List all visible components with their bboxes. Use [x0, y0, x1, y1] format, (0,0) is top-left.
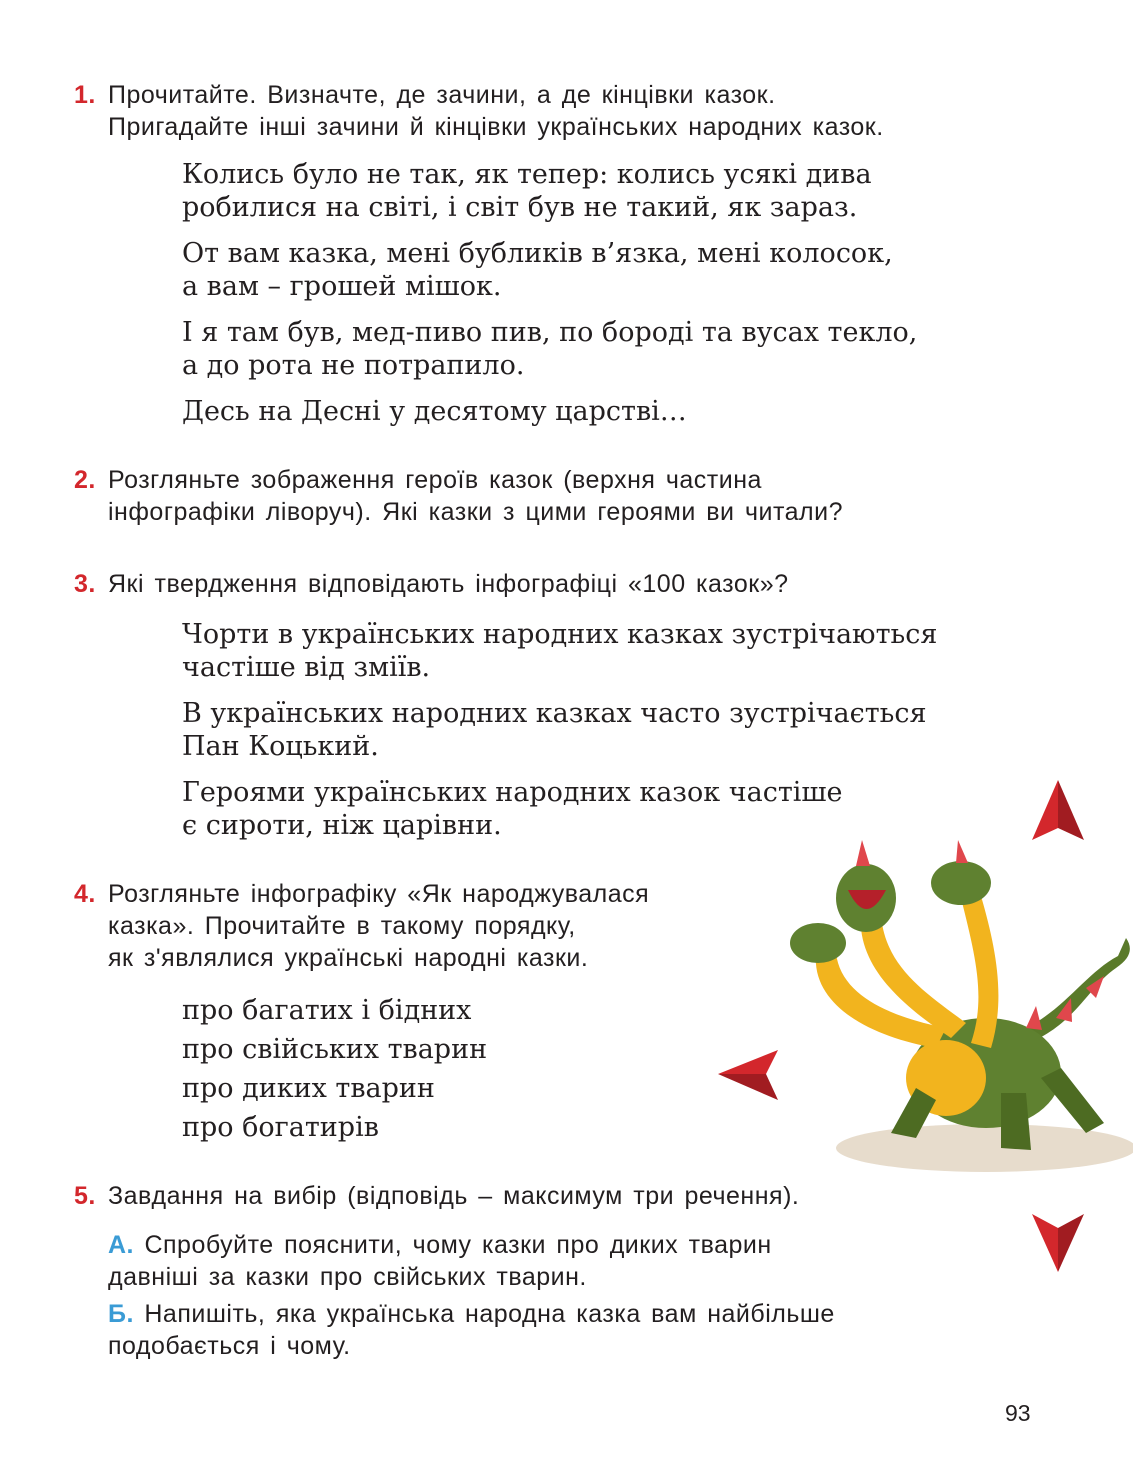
quote-2: От вам казка, мені бубликів в’язка, мені колосок, а вам – грошей мішок.	[182, 238, 893, 302]
task-instruction: Розгляньте інфографіку «Як народжувалася казка». Прочитайте в такому порядку, як з'являлися українські народні казки.	[108, 880, 650, 972]
quote-1: Колись було не так, як тепер: колись усякі дива робилися на світі, і світ був не такий, як зараз.	[182, 159, 872, 223]
task-instruction: Прочитайте. Визначте, де зачини, а де кінцівки казок. Пригадайте інші зачини й кінцівки українських народних казок.	[108, 81, 884, 141]
task-1	[74, 79, 884, 143]
task-4	[74, 878, 649, 974]
option-a: А. Спробуйте пояснити, чому казки про диких тварин давніші за казки про свійських тварин.	[108, 1231, 772, 1291]
list-item: про богатирів	[182, 1112, 379, 1143]
option-letter: А.	[108, 1231, 134, 1259]
statement-1: Чорти в українських народних казках зустрічаються частіше від зміїв.	[182, 619, 938, 683]
task-2	[74, 464, 843, 528]
page-number: 93	[1005, 1400, 1031, 1426]
quote-3: І я там був, мед-пиво пив, по бороді та вусах текло, а до рота не потрапило.	[182, 317, 918, 381]
three-headed-dragon-illustration	[786, 838, 1133, 1178]
option-b: Б. Напишіть, яка українська народна казка вам найбільше подобається і чому.	[108, 1300, 835, 1360]
red-triangle-down-icon	[1030, 1210, 1086, 1274]
order-list	[182, 991, 487, 1147]
quote-4: Десь на Десні у десятому царстві…	[182, 396, 687, 427]
red-triangle-left-icon	[716, 1048, 780, 1102]
task-instruction: Які твердження відповідають інфографіці «100 казок»?	[108, 570, 789, 598]
option-letter: Б.	[108, 1300, 134, 1328]
red-triangle-up-icon	[1030, 778, 1086, 844]
task-number: 3.	[74, 570, 96, 598]
list-item: про багатих і бідних	[182, 995, 472, 1026]
statement-2: В українських народних казках часто зустрічається Пан Коцький.	[182, 698, 927, 762]
list-item: про диких тварин	[182, 1073, 435, 1104]
task-3	[74, 568, 789, 600]
task-number: 1.	[74, 81, 96, 109]
task-5	[74, 1180, 799, 1212]
task-number: 5.	[74, 1182, 96, 1210]
task-number: 2.	[74, 466, 96, 494]
statement-3: Героями українських народних казок частіше є сироти, ніж царівни.	[182, 777, 843, 841]
task-number: 4.	[74, 880, 96, 908]
list-item: про свійських тварин	[182, 1034, 488, 1065]
task-instruction: Розгляньте зображення героїв казок (верхня частина інфографіки ліворуч). Які казки з цими героями ви читали?	[108, 466, 843, 526]
task-instruction: Завдання на вибір (відповідь – максимум три речення).	[108, 1182, 800, 1210]
